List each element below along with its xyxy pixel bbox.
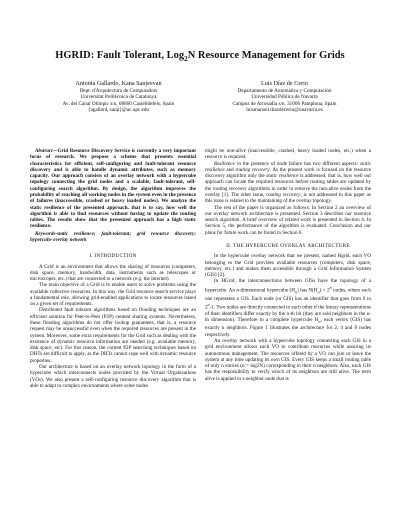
paragraph: The main objective of a Grid is to enable users to solve problems using the available collective resources. In this way, the Grid resource search service plays a fundamental role, allowing grid-enabled applications to locate resources based on a given set of requirements. <box>30 282 196 308</box>
author-name: Antonia Gallardo, Kana Sanjeevan <box>75 80 162 87</box>
abstract-text: —Grid Resource Discovery Service is currently a very important focus of research. We propose a scheme that presents essential characteristics for efficient, self-configuring and fault-tolerant resource discovery and is able to handle dynamic attributes, such as memory capacity. Our approach consists of an overlay network with a hypercube topology connecting the grid nodes and a scalable, fault-tolerant, self-configuring search algorithm. By design, the algorithm improves the probability of reaching all working nodes in the system even in the presence of failures (inaccessible, crashed or heavy loaded nodes). We analyze the static resilience of the presented approach, that is to say, how well the algorithm is able to find resources without having to update the routing tables. The results show that the presented approach has a high static resilience. <box>30 148 196 230</box>
section-heading-introduction: I. INTRODUCTION <box>89 253 137 260</box>
author-dept: Dept. d'Arquitectura de Computadors <box>79 88 158 94</box>
abstract-label: Abstract <box>35 148 53 154</box>
author-email: luismanuel.diazdecerio@unavarra.es <box>246 107 323 114</box>
paragraph: Distributed fault tolerant algorithms based on flooding techniques are an efficient solution for Peer-to-Peer (P2P) content sharing systems. Nevertheless, these flooding algorithms do not offer lookup guarantees, that is, a resource request may be unsuccessful even when the required resources are present in the system. Moreover, some extra requirements for the Grid such as dealing with the existence of dynamic resource information are needed (e.g. available memory, disk space, etc). For this reason, the current P2P searching techniques based on DHTs are difficult to apply, as the DHTs cannot cope well with dynamic resource properties. <box>30 307 196 364</box>
abstract <box>30 148 196 230</box>
paragraph: In the hypercube overlay network that we present, named Hgrid, each VO belonging to the Grid provides available resources (computers, disk space, memory, etc.) and makes them accessible through a Grid Information System (GIS) [2]. <box>205 253 371 279</box>
paragraph: Our architecture is based on an overlay network topology in the form of a hypercube which interconnects nodes provided by the Virtual Organizations (VOs). We also present a self-configuring resource discovery algorithm that is able to adapt to complex environments where some nodes <box>30 364 196 389</box>
paragraph: An overlay network with a hypercube topology connecting each GIS in a grid environment allows each VO to contribute resources while assuring its autonomous management. The resources offered by a VO can join or leave the system at any time updating its own GIS. Every GIS keeps a small routing table of only n entries (n = log2N) corresponding to their n neighbors. Also, each GIS has the responsibility to verify which of its neighbors are still alive. The term alive is applied to a neighbor node that is <box>205 338 371 382</box>
paragraph: In HGrid, the interconnections between GISs have the topology of a hypercube. An n-dimensional hypercube $(H_n)$ has $N(H_n) = 2^n$ nodes, where each one represents a GIS. Each node (or GIS) has an identifier that goes from 0 to 2$^n$-1. Two nodes are directly connected to each other if the binary representations of their identifiers differ exactly by the n-th bit (they are said neighbors in the n-th dimension). Therefore in a complete hypercube $H_n$, each vertex (GIS) has exactly n neighbors. Figure 1 illustrates the architecture for 2, 4 and 8 nodes respectively. <box>205 278 371 338</box>
author-email: {agallard, sanji}@ac.upc.edu <box>87 107 150 114</box>
author-address: Campus de Arrosadía s/n, 31006 Pamplona, Spain <box>232 100 337 107</box>
author-address: Av. del Canal Olímpic s/n, 08860 Castelldefels, Spain <box>62 100 175 107</box>
paragraph: A Grid is an environment that allows the sharing of resources (computers, disk space, memory, bandwidth, data, instruments such as telescopes or microscopes, etc.) that are connected to a network (e.g. the Internet). <box>30 263 196 283</box>
keywords: Keywords-static resilience; fault-tolerant; grid resource discovery; hypercube overlay network <box>30 230 196 243</box>
author-university: Universitat Politècnica de Catalunya <box>80 94 157 101</box>
author-block-1 <box>31 81 206 114</box>
author-university: Universidad Pública de Navarra <box>251 94 318 101</box>
author-block-2 <box>197 81 372 114</box>
author-name: Luis Díaz de Cerio <box>261 80 308 87</box>
paper-title: HGRID: Fault Tolerant, Log$_2$N Resource Management for Grids <box>55 50 345 64</box>
author-dept: Departamento de Automática y Computación <box>237 88 332 94</box>
paragraph: Resilience in the presence of node failure has two different aspects: static resilience and routing recovery. As the present work is focused on the resource discovery algorithm only the static resilience is addressed, that is, how well our approach can locate the required resources before routing tables are updated by the routing recovery algorithms in order to remove the non-alive nodes from the overlay [1]. The other issue, routing recovery, is not addressed in this paper as this issue is related to the maintaining of the overlay topology. <box>205 160 372 205</box>
paragraph: The rest of the paper is organized as follows: In Section 2 an overview of our overlay network architecture is presented. Section 3 describes our resource search algorithm. A brief overview of related work is presented in Section 4. In Section 5, the performance of the algorithm is evaluated. Conclusion and our plans for future work can be found in Section 6. <box>205 204 371 236</box>
right-column <box>205 148 371 382</box>
left-column <box>30 148 196 389</box>
section-heading-hypercube: II. THE HYPERCUBE OVERLAY ARCHITECTURE <box>226 242 350 249</box>
paragraph: might be non-alive (inaccessible, crashed, heavy loaded nodes, etc.) when a resource is required. <box>205 148 371 161</box>
